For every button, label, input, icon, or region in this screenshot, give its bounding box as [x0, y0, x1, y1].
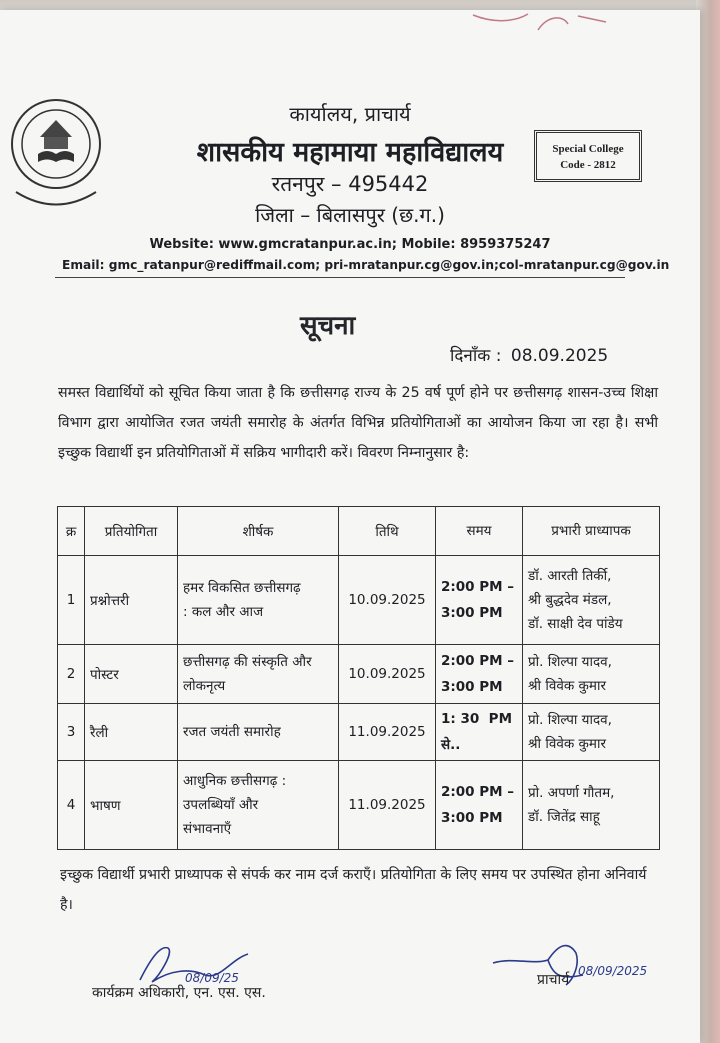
cell-faculty: [523, 556, 660, 645]
code-line-1: Special College: [552, 143, 624, 155]
header-time: समय: [436, 507, 523, 556]
time-end: से..: [441, 737, 461, 753]
cell-title: [178, 645, 339, 704]
college-name: शासकीय महामाया महाविद्यालय: [196, 137, 504, 168]
cell-time: [436, 645, 523, 704]
code-line-2: Code - 2812: [560, 159, 616, 171]
cell-time: [436, 556, 523, 645]
title-line-1: आधुनिक छत्तीसगढ़ :: [183, 773, 287, 789]
cell-faculty: [523, 704, 660, 761]
principal-signature-date: 08/09/2025: [578, 964, 648, 978]
faculty-line-2: डॉ. जितेंद्र साहू: [528, 809, 600, 825]
cell-date: 10.09.2025: [339, 645, 436, 704]
website-line: Website: www.gmcratanpur.ac.in; Mobile: 8959375247: [149, 237, 551, 252]
header-faculty: प्रभारी प्राध्यापक: [523, 507, 660, 556]
header-title: शीर्षक: [178, 507, 339, 556]
faculty-line-3: डॉ. साक्षी देव पांडेय: [528, 616, 623, 632]
title-line-3: संभावनाएँ: [183, 821, 232, 837]
title-line-2: लोकनृत्य: [183, 678, 226, 694]
time-end: 3:00 PM: [441, 810, 503, 826]
faculty-line-1: प्रो. शिल्पा यादव,: [528, 712, 612, 728]
cell-sr: 3: [58, 704, 85, 761]
cell-date: 11.09.2025: [339, 704, 436, 761]
table-row: [58, 761, 660, 850]
cell-competition: पोस्टर: [85, 645, 178, 704]
district-line: जिला – बिलासपुर (छ.ग.): [255, 203, 445, 227]
left-signature-date: 08/09/25: [185, 971, 239, 985]
cell-sr: 4: [58, 761, 85, 850]
date-label: दिनाँक :: [450, 346, 502, 366]
table-row: [58, 556, 660, 645]
header-sr: क्र: [58, 507, 85, 556]
cell-competition: रैली: [85, 704, 178, 761]
cell-date: 10.09.2025: [339, 556, 436, 645]
cell-sr: 2: [58, 645, 85, 704]
college-code-box: [534, 130, 642, 182]
time-end: 3:00 PM: [441, 679, 503, 695]
notice-footer: इच्छुक विद्यार्थी प्रभारी प्राध्यापक से संपर्क कर नाम दर्ज कराएँ। प्रतियोगिता के लिए समय पर उपस्थित होना अनिवार्य है।: [60, 867, 647, 913]
pen-scribble: [468, 10, 608, 35]
time-start: 2:00 PM –: [441, 784, 515, 800]
table-header-row: [58, 507, 660, 556]
notice-date: [450, 343, 608, 366]
faculty-line-2: श्री बुद्धदेव मंडल,: [528, 592, 612, 608]
notice-intro: समस्त विद्यार्थियों को सूचित किया जाता है कि छत्तीसगढ़ राज्य के 25 वर्ष पूर्ण होने पर छत्तीसगढ़ शासन-उच्च शिक्षा विभाग द्वारा आयोजित रजत जयंती समारोह के अंतर्गत विभिन्न प्रतियोगिताओं का आयोजन किया जा रहा है। सभी इच्छुक विद्यार्थी इन प्रतियोगिताओं में सक्रिय भागीदारी करें। विवरण निम्नानुसार है:: [58, 385, 658, 461]
faculty-line-2: श्री विवेक कुमार: [528, 736, 606, 752]
table-row: [58, 704, 660, 761]
email-line: Email: gmc_ratanpur@rediffmail.com; pri-mratanpur.cg@gov.in;col-mratanpur.cg@gov.in: [62, 258, 670, 272]
cell-time: [436, 761, 523, 850]
principal-signature: [488, 935, 658, 990]
cell-competition: प्रश्नोत्तरी: [85, 556, 178, 645]
header-competition: प्रतियोगिता: [85, 507, 178, 556]
time-start: 1: 30 PM: [441, 711, 513, 727]
faculty-line-1: डॉ. आरती तिर्की,: [528, 568, 612, 584]
title-line-2: उपलब्धियाँ और: [183, 797, 259, 813]
cell-sr: 1: [58, 556, 85, 645]
title-line-1: छत्तीसगढ़ की संस्कृति और: [183, 654, 312, 670]
cell-competition: भाषण: [85, 761, 178, 850]
principal-label: प्राचार्य: [537, 972, 570, 988]
header-date: तिथि: [339, 507, 436, 556]
title-line-1: हमर विकसित छत्तीसगढ़: [183, 580, 301, 596]
time-start: 2:00 PM –: [441, 579, 515, 595]
cell-date: 11.09.2025: [339, 761, 436, 850]
college-seal-logo: [8, 92, 104, 217]
time-end: 3:00 PM: [441, 605, 503, 621]
cell-time: [436, 704, 523, 761]
faculty-line-1: प्रो. अपर्णा गौतम,: [528, 785, 615, 801]
cell-title: [178, 556, 339, 645]
city-line: रतनपुर – 495442: [271, 172, 429, 196]
date-value: 08.09.2025: [510, 346, 609, 366]
left-signatory-label: कार्यक्रम अधिकारी, एन. एस. एस.: [92, 985, 266, 1001]
office-line: कार्यालय, प्राचार्य: [289, 102, 411, 126]
title-line-2: : कल और आज: [183, 604, 264, 620]
title-line-1: रजत जयंती समारोह: [183, 724, 281, 740]
cell-title: [178, 704, 339, 761]
cell-title: [178, 761, 339, 850]
header-divider: [55, 277, 625, 278]
notice-title: सूचना: [300, 311, 356, 341]
table-row: [58, 645, 660, 704]
faculty-line-1: प्रो. शिल्पा यादव,: [528, 654, 612, 670]
competition-table: [57, 506, 660, 850]
faculty-line-2: श्री विवेक कुमार: [528, 678, 606, 694]
cell-faculty: [523, 645, 660, 704]
cell-faculty: [523, 761, 660, 850]
time-start: 2:00 PM –: [441, 653, 515, 669]
